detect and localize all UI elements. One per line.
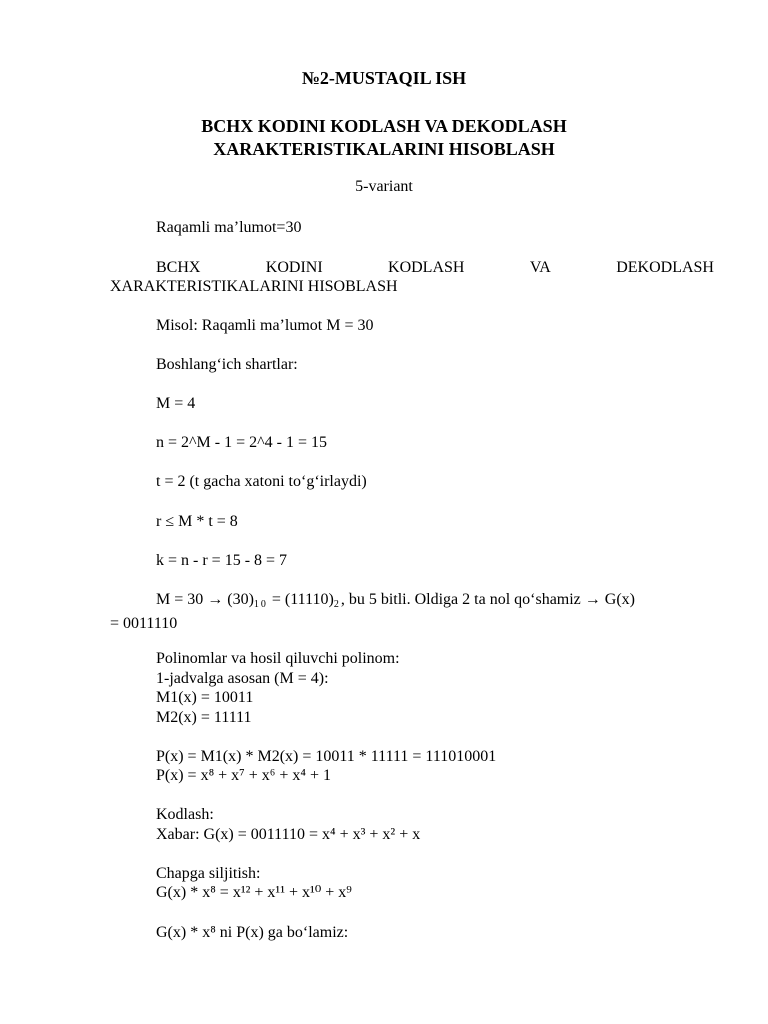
polinom-title: Polinomlar va hosil qiluvchi polinom: [156, 650, 400, 667]
r-equation: r ≤ M * t = 8 [156, 513, 238, 530]
kodlash-heading: Kodlash: [156, 806, 214, 823]
subtitle-line-1: BCHX KODINI KODLASH VA DEKODLASH [201, 116, 567, 136]
conversion-paragraph [110, 590, 714, 633]
heading-word: BCHX [156, 259, 201, 276]
conversion-part-b: = (11110) [267, 591, 334, 608]
conversion-part-a: M = 30 → (30) [156, 591, 254, 608]
document-title: №2-MUSTAQIL ISH [301, 68, 467, 88]
bolamiz-line: G(x) * x⁸ ni P(x) ga bo‘lamiz: [156, 924, 349, 941]
k-equation: k = n - r = 15 - 8 = 7 [156, 552, 288, 569]
justified-heading-words [156, 258, 714, 277]
conversion-part-c: , bu 5 bitli. Oldiga 2 ta nol qo‘shamiz → G(x) [340, 591, 635, 608]
base-2-subscript: 2 [333, 599, 341, 610]
conversion-line [156, 590, 714, 614]
misol-line: Misol: Raqamli ma’lumot M = 30 [156, 317, 374, 334]
p-polynomial-line: P(x) = x⁸ + x⁷ + x⁶ + x⁴ + 1 [156, 767, 331, 784]
justified-heading [110, 258, 714, 296]
subtitle-line-2: XARAKTERISTIKALARINI HISOBLASH [213, 139, 555, 159]
shift-equation: G(x) * x⁸ = x¹² + x¹¹ + x¹⁰ + x⁹ [156, 884, 352, 901]
xabar-line: Xabar: G(x) = 0011110 = x⁴ + x³ + x² + x [156, 826, 421, 843]
m2-line: M2(x) = 11111 [156, 709, 252, 726]
conversion-result: = 0011110 [110, 615, 178, 632]
m1-line: M1(x) = 10011 [156, 689, 254, 706]
boshlang-line: Boshlang‘ich shartlar: [156, 356, 298, 373]
chapga-heading: Chapga siljitish: [156, 865, 261, 882]
base-10-subscript: 10 [253, 599, 268, 610]
m-equation: M = 4 [156, 395, 196, 412]
t-equation: t = 2 (t gacha xatoni to‘g‘irlaydi) [156, 473, 367, 490]
p-product-line: P(x) = M1(x) * M2(x) = 10011 * 11111 = 111010001 [156, 748, 497, 765]
heading-word: KODINI [265, 259, 323, 276]
heading-continuation: XARAKTERISTIKALARINI HISOBLASH [110, 278, 398, 295]
heading-word: VA [529, 259, 551, 276]
jadval-line: 1-jadvalga asosan (M = 4): [156, 670, 329, 687]
n-equation: n = 2^M - 1 = 2^4 - 1 = 15 [156, 434, 327, 451]
heading-word: KODLASH [388, 259, 465, 276]
variant-label: 5-variant [355, 178, 413, 195]
heading-word: DEKODLASH [616, 259, 714, 276]
raqamli-line: Raqamli ma’lumot=30 [156, 219, 302, 236]
